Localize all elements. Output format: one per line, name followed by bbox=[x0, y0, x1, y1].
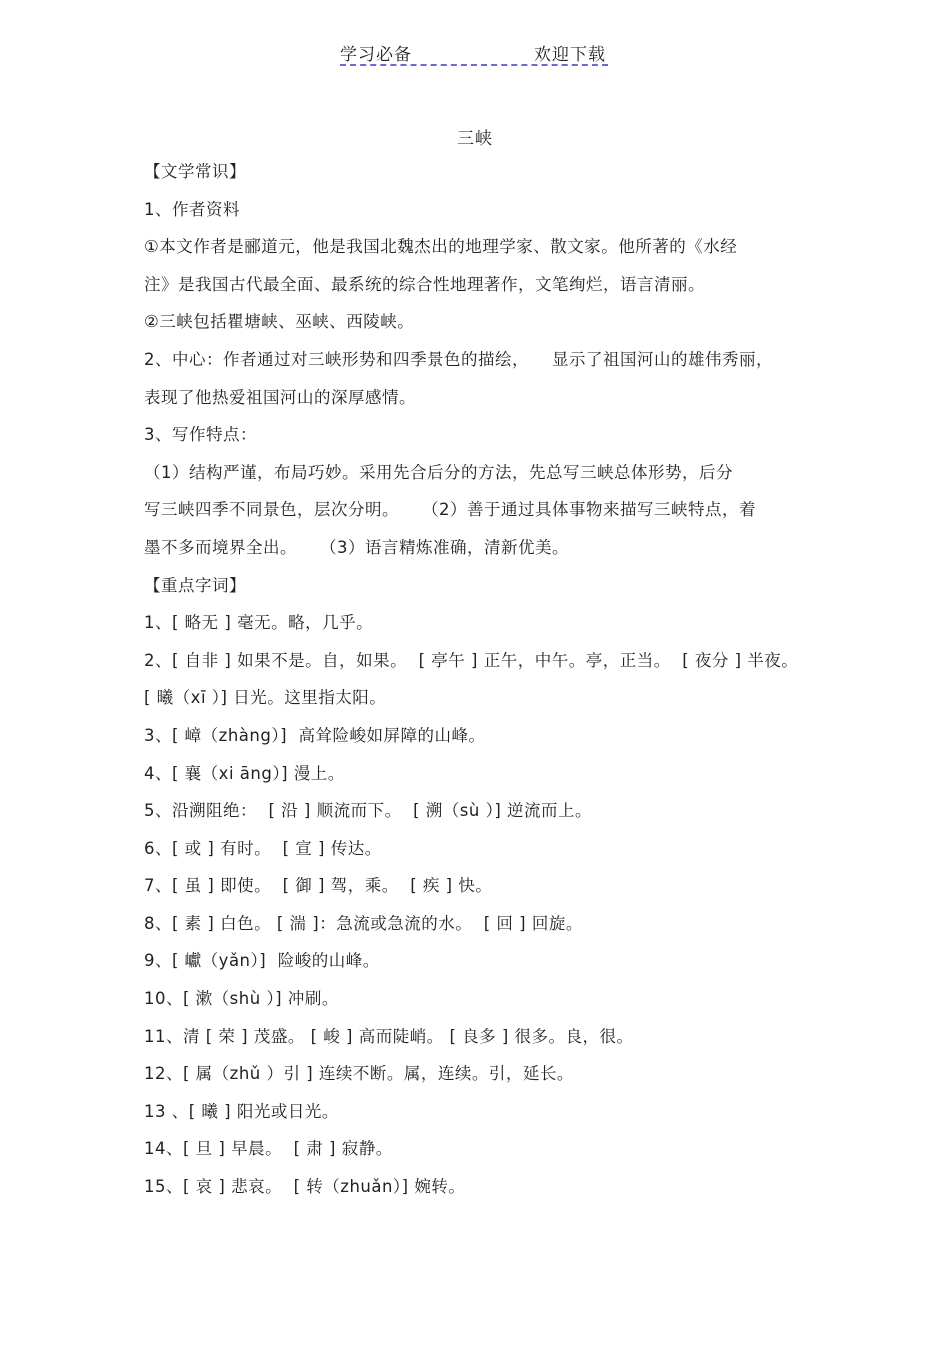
text-line: 15、[ 哀 ] 悲哀。 [ 转（zhuǎn）] 婉转。 bbox=[144, 1177, 466, 1197]
document-body bbox=[144, 153, 814, 1206]
text-line: 表现了他热爱祖国河山的深厚感情。 bbox=[144, 387, 416, 407]
text-line: 【文学常识】 bbox=[144, 162, 246, 181]
page-header bbox=[340, 40, 608, 66]
text-line: 2、[ 自非 ] 如果不是。自，如果。 [ 亭午 ] 正午，中午。亭，正当。 [ 夜分 ] 半夜。 bbox=[144, 650, 799, 670]
text-line: 4、[ 襄（xi āng）] 漫上。 bbox=[144, 763, 345, 783]
text-line: ①本文作者是郦道元，他是我国北魏杰出的地理学家、散文家。他所著的《水经 bbox=[144, 237, 738, 257]
text-line: 5、沿溯阻绝： [ 沿 ] 顺流而下。 [ 溯（sù ）] 逆流而上。 bbox=[144, 801, 592, 821]
text-line: 6、[ 或 ] 有时。 [ 宣 ] 传达。 bbox=[144, 838, 382, 858]
text-line: 1、作者资料 bbox=[144, 199, 240, 219]
text-line: 8、[ 素 ] 白色。 [ 湍 ]：急流或急流的水。 [ 回 ] 回旋。 bbox=[144, 913, 583, 933]
header-right-text: 欢迎下载 bbox=[534, 45, 606, 65]
text-line: ②三峡包括瞿塘峡、巫峡、西陵峡。 bbox=[144, 312, 415, 332]
text-line: （1）结构严谨，布局巧妙。采用先合后分的方法，先总写三峡总体形势，后分 bbox=[144, 462, 733, 482]
text-line: 11、清 [ 荣 ] 茂盛。 [ 峻 ] 高而陡峭。 [ 良多 ] 很多。良，很。 bbox=[144, 1026, 634, 1046]
text-line: 9、[ 巘（yǎn）] 险峻的山峰。 bbox=[144, 951, 380, 971]
text-line: 3、写作特点： bbox=[144, 425, 257, 445]
text-line: 10、[ 漱（shù ）] 冲刷。 bbox=[144, 989, 339, 1009]
text-line: 13 、[ 曦 ] 阳光或日光。 bbox=[144, 1101, 339, 1121]
header-left-text: 学习必备 bbox=[340, 45, 412, 65]
text-line: 注》是我国古代最全面、最系统的综合性地理著作，文笔绚烂，语言清丽。 bbox=[144, 274, 705, 294]
text-line: 【重点字词】 bbox=[144, 575, 246, 595]
text-line: 写三峡四季不同景色，层次分明。 （2）善于通过具体事物来描写三峡特点，着 bbox=[144, 500, 756, 520]
text-line: 3、[ 嶂（zhàng）] 高耸险峻如屏障的山峰。 bbox=[144, 725, 486, 745]
text-line: 1、[ 略无 ] 毫无。略，几乎。 bbox=[144, 613, 374, 633]
document-title: 三峡 bbox=[457, 129, 493, 149]
text-line: 7、[ 虽 ] 即使。 [ 御 ] 驾，乘。 [ 疾 ] 快。 bbox=[144, 876, 493, 896]
text-line: [ 曦（xī ）] 日光。这里指太阳。 bbox=[144, 688, 387, 708]
text-line: 14、[ 旦 ] 早晨。 [ 肃 ] 寂静。 bbox=[144, 1139, 393, 1159]
text-line: 12、[ 属（zhǔ ）引 ] 连续不断。属，连续。引，延长。 bbox=[144, 1064, 574, 1084]
text-line: 墨不多而境界全出。 （3）语言精炼准确，清新优美。 bbox=[144, 537, 569, 557]
text-line: 2、中心：作者通过对三峡形势和四季景色的描绘， 显示了祖国河山的雄伟秀丽， bbox=[144, 349, 773, 369]
